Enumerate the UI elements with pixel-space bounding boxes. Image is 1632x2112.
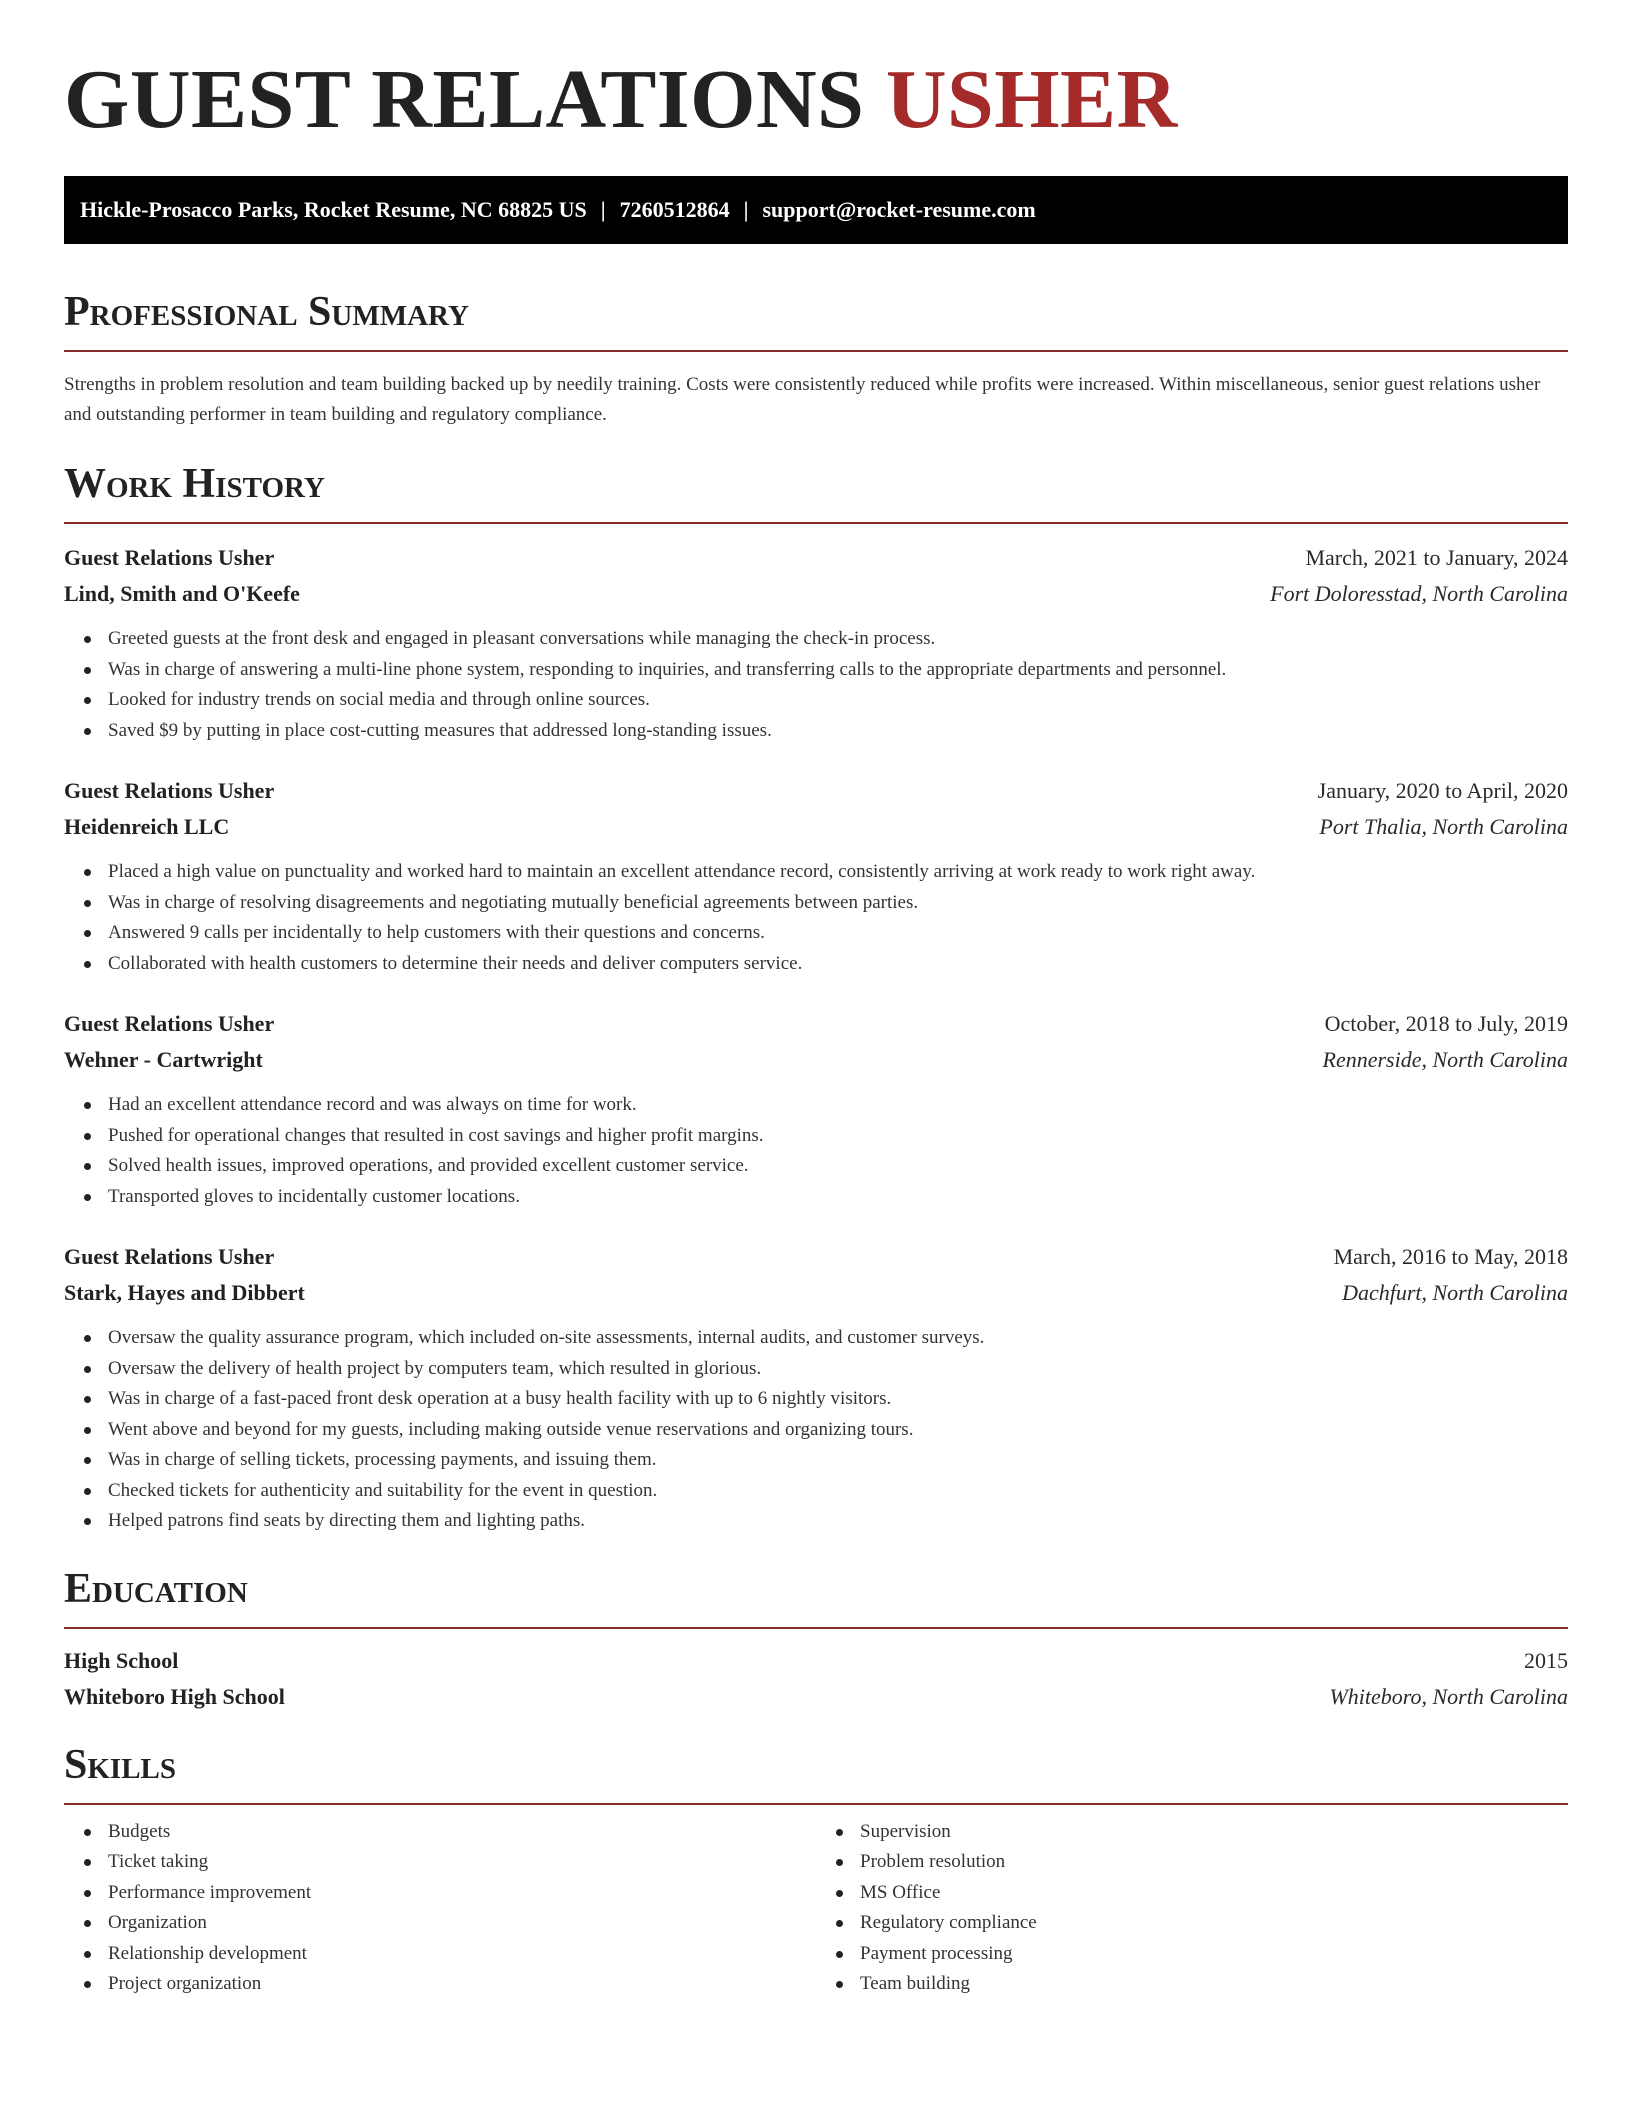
job-company-row <box>64 809 1568 845</box>
education-year: 2015 <box>1524 1647 1568 1673</box>
contact-separator: | <box>743 197 749 222</box>
section-title-summary: Professional Summary <box>64 289 469 335</box>
job-location: Rennerside, North Carolina <box>1322 1047 1568 1072</box>
section-title-work-history: Work History <box>64 461 325 507</box>
job-duty-item: Oversaw the quality assurance program, which included on-site assessments, internal audits, and customer surveys. <box>108 1323 1568 1354</box>
skills-columns <box>64 1817 1568 2000</box>
skill-item: Budgets <box>108 1817 816 1848</box>
summary-section <box>64 288 1568 430</box>
job-company-row <box>64 1042 1568 1078</box>
job-header-row <box>64 540 1568 576</box>
job-duty-item: Pushed for operational changes that resulted in cost savings and higher profit margins. <box>108 1121 1568 1152</box>
job-dates: January, 2020 to April, 2020 <box>1317 778 1568 803</box>
job-position: Guest Relations Usher <box>64 1011 275 1036</box>
job-company-row <box>64 576 1568 612</box>
resume-name <box>64 0 1568 146</box>
job-duty-item: Was in charge of selling tickets, processing payments, and issuing them. <box>108 1445 1568 1476</box>
resume-page <box>64 0 1568 2000</box>
job-duties <box>64 857 1568 979</box>
job-duty-item: Answered 9 calls per incidentally to help customers with their questions and concerns. <box>108 918 1568 949</box>
job-duty-item: Transported gloves to incidentally customer locations. <box>108 1182 1568 1213</box>
job-company: Wehner - Cartwright <box>64 1047 263 1072</box>
skills-list-right <box>816 1817 1568 2000</box>
name-accent: USHER <box>885 53 1178 146</box>
contact-separator: | <box>600 197 606 222</box>
job-entry <box>64 773 1568 979</box>
skill-item: MS Office <box>860 1878 1568 1909</box>
job-duty-item: Looked for industry trends on social media and through online sources. <box>108 685 1568 716</box>
contact-bar <box>64 176 1568 244</box>
education-school-row <box>64 1679 1568 1715</box>
job-duty-item: Oversaw the delivery of health project by computers team, which resulted in glorious. <box>108 1354 1568 1385</box>
job-company-row <box>64 1275 1568 1311</box>
skills-section <box>64 1741 1568 2000</box>
job-location: Port Thalia, North Carolina <box>1319 814 1568 839</box>
contact-phone: 7260512864 <box>619 197 730 222</box>
job-position: Guest Relations Usher <box>64 545 275 570</box>
contact-address: Hickle-Prosacco Parks, Rocket Resume, NC 68825 US <box>80 197 587 222</box>
job-duty-item: Greeted guests at the front desk and engaged in pleasant conversations while managing the check-in process. <box>108 624 1568 655</box>
section-title-skills: Skills <box>64 1741 177 1788</box>
job-duty-item: Collaborated with health customers to determine their needs and deliver computers service. <box>108 949 1568 980</box>
job-company: Stark, Hayes and Dibbert <box>64 1280 305 1305</box>
job-duty-item: Was in charge of answering a multi-line phone system, responding to inquiries, and transferring calls to the appropriate departments and personnel. <box>108 655 1568 686</box>
section-title-education: Education <box>64 1565 248 1612</box>
skill-item: Project organization <box>108 1969 816 2000</box>
job-entry <box>64 1239 1568 1537</box>
skill-item: Payment processing <box>860 1939 1568 1970</box>
contact-email: support@rocket-resume.com <box>762 197 1036 222</box>
job-duty-item: Had an excellent attendance record and was always on time for work. <box>108 1090 1568 1121</box>
job-company: Heidenreich LLC <box>64 814 230 839</box>
education-school: Whiteboro High School <box>64 1683 285 1709</box>
job-duty-item: Saved $9 by putting in place cost-cutting measures that addressed long-standing issues. <box>108 716 1568 747</box>
skill-item: Supervision <box>860 1817 1568 1848</box>
job-duties <box>64 1090 1568 1212</box>
education-location: Whiteboro, North Carolina <box>1329 1683 1568 1709</box>
job-duties <box>64 1323 1568 1537</box>
job-company: Lind, Smith and O'Keefe <box>64 581 300 606</box>
job-duties <box>64 624 1568 746</box>
job-position: Guest Relations Usher <box>64 1244 275 1269</box>
job-dates: October, 2018 to July, 2019 <box>1324 1011 1568 1036</box>
job-duty-item: Was in charge of resolving disagreements and negotiating mutually beneficial agreements between parties. <box>108 888 1568 919</box>
job-duty-item: Solved health issues, improved operations, and provided excellent customer service. <box>108 1151 1568 1182</box>
section-divider <box>64 1803 1568 1805</box>
job-duty-item: Went above and beyond for my guests, including making outside venue reservations and organizing tours. <box>108 1415 1568 1446</box>
job-duty-item: Checked tickets for authenticity and suitability for the event in question. <box>108 1476 1568 1507</box>
education-section <box>64 1565 1568 1715</box>
job-dates: March, 2016 to May, 2018 <box>1333 1244 1568 1269</box>
skill-item: Organization <box>108 1908 816 1939</box>
skill-item: Performance improvement <box>108 1878 816 1909</box>
skill-item: Problem resolution <box>860 1847 1568 1878</box>
job-duty-item: Placed a high value on punctuality and worked hard to maintain an excellent attendance record, consistently arriving at work ready to work right away. <box>108 857 1568 888</box>
education-degree: High School <box>64 1647 179 1673</box>
summary-text: Strengths in problem resolution and team building backed up by needily training. Costs were consistently reduced while profits were increased. Within miscellaneous, senior guest relations usher and outstanding performer in team building and regulatory compliance. <box>64 374 1541 425</box>
job-duty-item: Helped patrons find seats by directing them and lighting paths. <box>108 1506 1568 1537</box>
job-header-row <box>64 1239 1568 1275</box>
job-entry <box>64 1006 1568 1212</box>
job-header-row <box>64 1006 1568 1042</box>
job-header-row <box>64 773 1568 809</box>
job-entry <box>64 540 1568 746</box>
section-divider <box>64 1627 1568 1629</box>
job-dates: March, 2021 to January, 2024 <box>1305 545 1568 570</box>
skill-item: Regulatory compliance <box>860 1908 1568 1939</box>
work-history-section <box>64 460 1568 1537</box>
job-duty-item: Was in charge of a fast-paced front desk operation at a busy health facility with up to 6 nightly visitors. <box>108 1384 1568 1415</box>
section-divider <box>64 350 1568 352</box>
name-main: GUEST RELATIONS <box>64 53 865 146</box>
skills-list-left <box>64 1817 816 2000</box>
skill-item: Ticket taking <box>108 1847 816 1878</box>
skill-item: Relationship development <box>108 1939 816 1970</box>
section-divider <box>64 522 1568 524</box>
skill-item: Team building <box>860 1969 1568 2000</box>
job-location: Dachfurt, North Carolina <box>1342 1280 1568 1305</box>
job-location: Fort Doloresstad, North Carolina <box>1270 581 1568 606</box>
education-degree-row <box>64 1643 1568 1679</box>
job-position: Guest Relations Usher <box>64 778 275 803</box>
